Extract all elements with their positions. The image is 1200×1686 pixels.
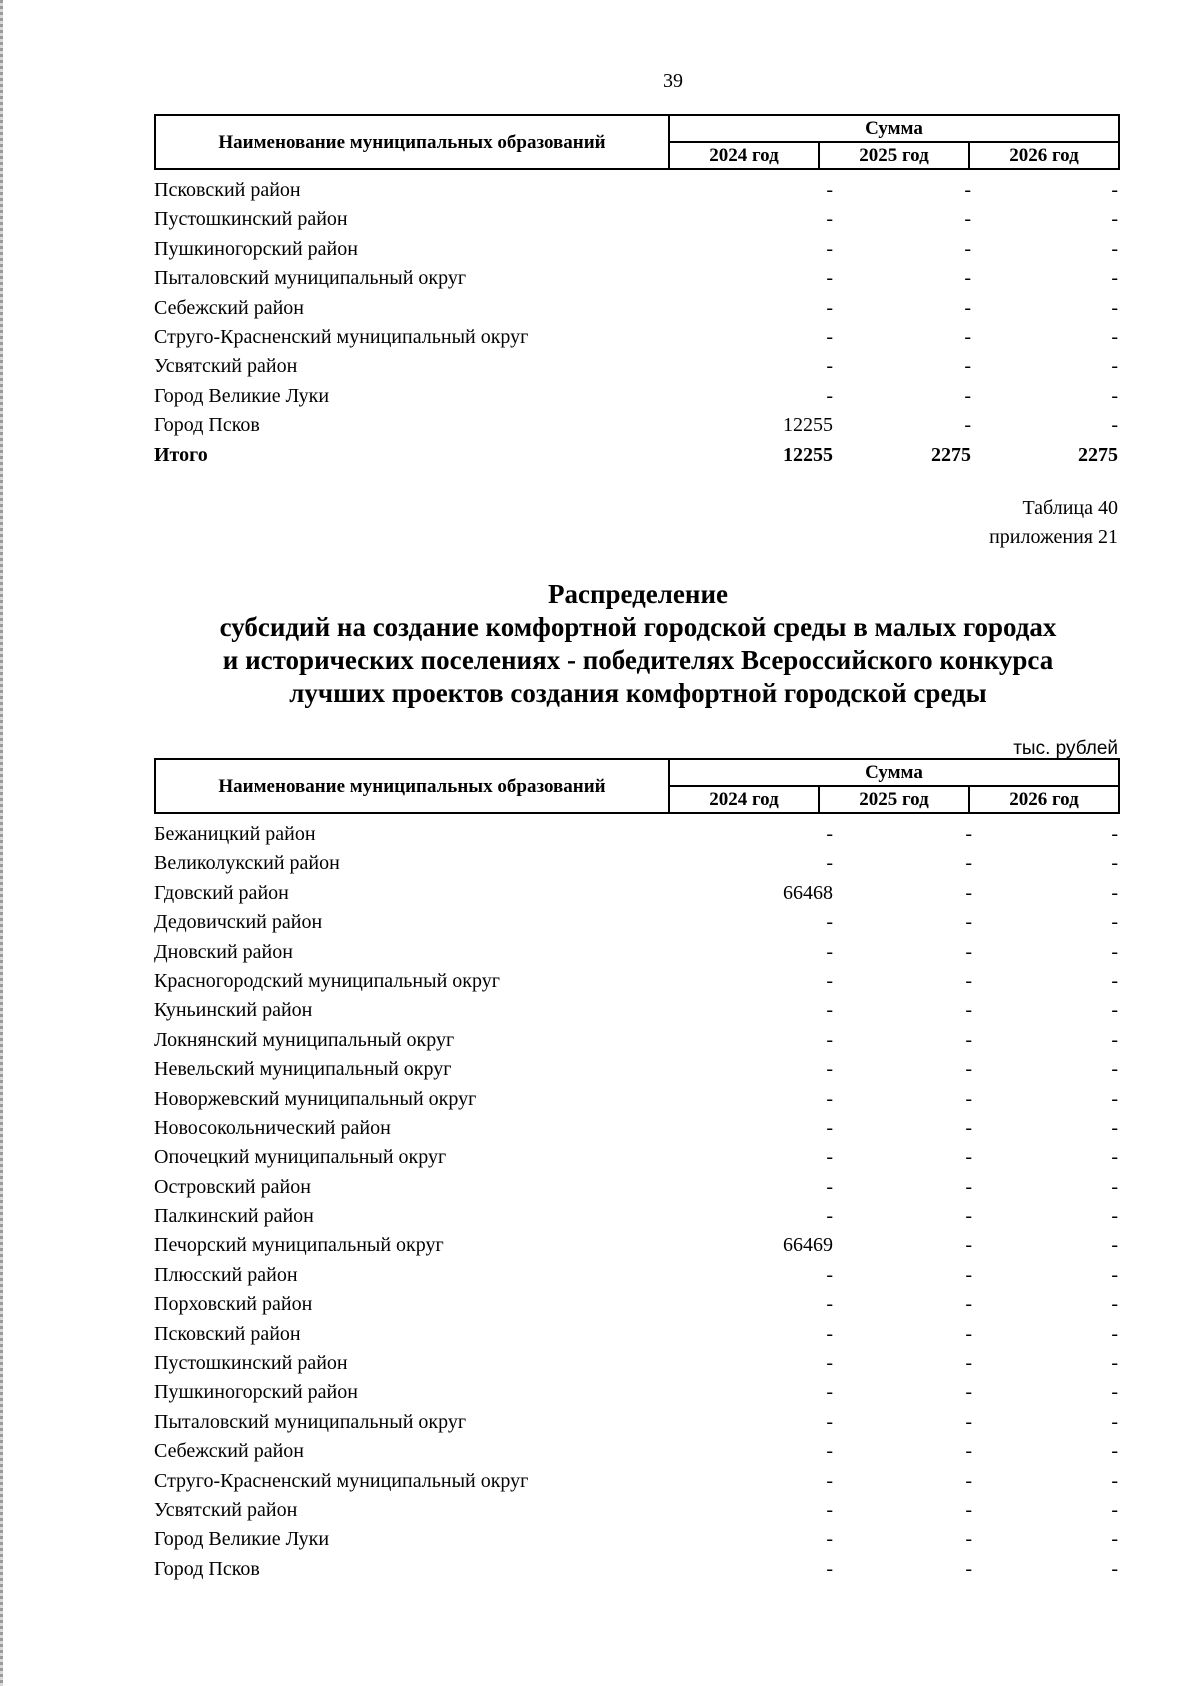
row-value-2026: -: [1111, 1028, 1118, 1051]
row-value-2025: -: [965, 1058, 972, 1081]
row-value-2024: -: [826, 355, 833, 378]
row-value-2025: -: [965, 1469, 972, 1492]
table-row: [154, 849, 1118, 878]
row-value-2025: -: [964, 325, 971, 348]
table-row: [154, 1261, 1118, 1290]
row-name-cell: Себежский район: [154, 1440, 304, 1463]
heading-line-4: лучших проектов создания комфортной городской среды: [289, 678, 987, 708]
row-value-2026: -: [1111, 969, 1118, 992]
row-name-cell: Пушкиногорский район: [154, 237, 358, 260]
row-value-2026: -: [1111, 1058, 1118, 1081]
row-value-2024: 66469: [783, 1234, 833, 1257]
row-value-2025: -: [965, 852, 972, 875]
row-value-2024: -: [826, 1087, 833, 1110]
row-value-2026: -: [1111, 1116, 1118, 1139]
table-row: [154, 323, 1118, 352]
row-name-cell: Пыталовский муниципальный округ: [154, 1410, 467, 1433]
row-value-2024: -: [826, 1352, 833, 1375]
row-value-2026: -: [1111, 823, 1118, 845]
table1-header: [154, 114, 1120, 170]
row-name-cell: Себежский район: [154, 296, 304, 319]
heading-line-2: субсидий на создание комфортной городской среды в малых городах: [219, 612, 1057, 642]
row-value-2026: -: [1111, 1263, 1118, 1286]
table-label: Таблица 40: [1022, 497, 1118, 519]
row-value-2024: -: [826, 325, 833, 348]
row-value-2025: -: [965, 1498, 972, 1521]
row-value-2025: -: [965, 1528, 972, 1551]
row-value-2025: -: [965, 1440, 972, 1463]
scan-edge: [0, 0, 3, 1686]
row-name-cell: Гдовский район: [154, 881, 289, 904]
row-value-2025: -: [965, 1263, 972, 1286]
row-value-2026: -: [1111, 1528, 1118, 1551]
row-value-2024: -: [826, 1028, 833, 1051]
table2-header: [154, 758, 1120, 814]
row-value-2025: -: [964, 296, 971, 319]
row-value-2024: -: [826, 384, 833, 407]
total-2026: 2275: [1078, 443, 1118, 466]
total-2025: 2275: [931, 443, 971, 466]
row-value-2025: -: [965, 1116, 972, 1139]
units-label: тыс. рублей: [1013, 738, 1118, 759]
row-value-2025: -: [965, 1352, 972, 1375]
row-value-2026: -: [1111, 267, 1118, 290]
row-value-2026: -: [1111, 1322, 1118, 1345]
table2-body: [154, 820, 1118, 1584]
row-value-2024: -: [826, 296, 833, 319]
row-value-2025: -: [964, 414, 971, 437]
row-value-2024: -: [826, 179, 833, 201]
row-value-2024: -: [826, 1293, 833, 1316]
row-name-cell: Струго-Красненский муниципальный округ: [154, 1469, 529, 1492]
row-name-cell: Дновский район: [154, 940, 293, 963]
row-value-2024: -: [826, 1322, 833, 1345]
row-value-2026: -: [1111, 296, 1118, 319]
row-value-2024: -: [826, 852, 833, 875]
table-row: [154, 1525, 1118, 1554]
row-value-2026: -: [1111, 325, 1118, 348]
row-value-2026: -: [1111, 1410, 1118, 1433]
document-heading: [0, 578, 1200, 710]
row-value-2024: -: [826, 1557, 833, 1580]
table-row: [154, 879, 1118, 908]
table-row: [154, 820, 1118, 849]
table-row: [154, 1290, 1118, 1319]
row-name-cell: Опочецкий муниципальный округ: [154, 1146, 447, 1169]
heading-line-1: Распределение: [547, 579, 729, 609]
row-value-2025: -: [964, 355, 971, 378]
table-row: [154, 1173, 1118, 1202]
table-row: [154, 352, 1118, 381]
row-name-cell: Локнянский муниципальный округ: [154, 1028, 455, 1051]
row-name-cell: Островский район: [154, 1175, 311, 1198]
row-value-2025: -: [965, 1087, 972, 1110]
table-row: [154, 1496, 1118, 1525]
row-name-cell: Куньинский район: [154, 999, 313, 1022]
table-row: [154, 382, 1118, 411]
row-value-2025: -: [965, 1175, 972, 1198]
row-name-cell: Палкинский район: [154, 1205, 314, 1228]
row-value-2024: -: [826, 969, 833, 992]
table-row: [154, 264, 1118, 293]
row-value-2026: -: [1111, 208, 1118, 231]
row-value-2024: -: [826, 208, 833, 231]
table-row: [154, 1320, 1118, 1349]
row-value-2024: -: [826, 1528, 833, 1551]
table1-body: [154, 176, 1118, 470]
row-value-2025: -: [964, 179, 971, 201]
row-value-2024: -: [826, 1263, 833, 1286]
row-name-cell: Плюсский район: [154, 1263, 298, 1286]
row-value-2025: -: [965, 940, 972, 963]
row-value-2026: -: [1111, 414, 1118, 437]
row-name-cell: Усвятский район: [154, 355, 298, 378]
table-row: [154, 1143, 1118, 1172]
row-value-2025: -: [964, 237, 971, 260]
row-value-2025: -: [965, 1322, 972, 1345]
appendix-label: приложения 21: [989, 526, 1118, 548]
row-value-2026: -: [1111, 1293, 1118, 1316]
row-name-cell: Новосокольнический район: [154, 1116, 391, 1139]
header-name-cell: Наименование муниципальных образований: [155, 115, 669, 169]
row-value-2025: -: [964, 384, 971, 407]
header-sum-cell: Сумма: [669, 759, 1119, 786]
table-row: [154, 908, 1118, 937]
row-name-cell: Усвятский район: [154, 1498, 298, 1521]
row-value-2025: -: [965, 1146, 972, 1169]
row-name-cell: Пустошкинский район: [154, 208, 348, 231]
row-name-cell: Бежаницкий район: [154, 823, 316, 845]
row-value-2026: -: [1111, 1175, 1118, 1198]
table-row: [154, 1231, 1118, 1260]
row-value-2025: -: [965, 969, 972, 992]
header-year-2024: 2024 год: [669, 786, 819, 813]
table-row: [154, 1026, 1118, 1055]
row-value-2025: -: [965, 999, 972, 1022]
header-year-2026: 2026 год: [969, 786, 1119, 813]
row-value-2025: -: [965, 1293, 972, 1316]
row-value-2024: -: [826, 237, 833, 260]
row-value-2026: -: [1111, 1469, 1118, 1492]
table-row: [154, 938, 1118, 967]
row-name-cell: Струго-Красненский муниципальный округ: [154, 325, 529, 348]
row-value-2024: -: [826, 1498, 833, 1521]
row-name-cell: Город Великие Луки: [154, 384, 330, 407]
row-name-cell: Красногородский муниципальный округ: [154, 969, 500, 992]
row-value-2024: -: [826, 1381, 833, 1404]
row-value-2024: -: [826, 1440, 833, 1463]
row-value-2024: 12255: [783, 414, 833, 437]
table-row: [154, 205, 1118, 234]
row-value-2024: -: [826, 1116, 833, 1139]
row-value-2026: -: [1111, 1087, 1118, 1110]
row-value-2026: -: [1111, 1234, 1118, 1257]
row-value-2025: -: [965, 1205, 972, 1228]
row-value-2026: -: [1111, 1205, 1118, 1228]
row-name-cell: Пустошкинский район: [154, 1352, 348, 1375]
row-value-2026: -: [1111, 179, 1118, 201]
heading-line-3: и исторических поселениях - победителях Всероссийского конкурса: [222, 645, 1054, 675]
total-label: Итого: [154, 443, 208, 466]
row-name-cell: Печорский муниципальный округ: [154, 1234, 444, 1257]
row-name-cell: Дедовичский район: [154, 911, 323, 934]
table-row: [154, 1437, 1118, 1466]
row-name-cell: Город Великие Луки: [154, 1528, 330, 1551]
header-year-2026: 2026 год: [969, 142, 1119, 169]
row-value-2025: -: [965, 1557, 972, 1580]
row-value-2026: -: [1111, 1557, 1118, 1580]
row-value-2024: 66468: [783, 881, 833, 904]
row-value-2026: -: [1111, 1381, 1118, 1404]
row-value-2025: -: [965, 1410, 972, 1433]
row-value-2024: -: [826, 823, 833, 845]
table-row: [154, 967, 1118, 996]
table-total-row: [154, 441, 1118, 470]
header-sum-cell: Сумма: [669, 115, 1119, 142]
table-row: [154, 1202, 1118, 1231]
table-row: [154, 996, 1118, 1025]
row-value-2024: -: [826, 1146, 833, 1169]
row-name-cell: Город Псков: [154, 1557, 260, 1580]
row-value-2025: -: [965, 881, 972, 904]
table-row: [154, 411, 1118, 440]
row-name-cell: Новоржевский муниципальный округ: [154, 1087, 477, 1110]
row-value-2026: -: [1111, 940, 1118, 963]
row-value-2024: -: [826, 940, 833, 963]
row-value-2026: -: [1111, 1498, 1118, 1521]
header-year-2025: 2025 год: [819, 786, 969, 813]
row-value-2025: -: [964, 267, 971, 290]
table-row: [154, 235, 1118, 264]
row-value-2025: -: [965, 1028, 972, 1051]
total-2024: 12255: [783, 443, 833, 466]
row-value-2026: -: [1111, 1352, 1118, 1375]
table-row: [154, 1349, 1118, 1378]
row-value-2024: -: [826, 1410, 833, 1433]
row-value-2026: -: [1111, 1146, 1118, 1169]
row-value-2026: -: [1111, 911, 1118, 934]
header-year-2024: 2024 год: [669, 142, 819, 169]
row-value-2024: -: [826, 1058, 833, 1081]
row-name-cell: Пыталовский муниципальный округ: [154, 267, 467, 290]
table-row: [154, 1378, 1118, 1407]
row-value-2025: -: [965, 911, 972, 934]
row-value-2025: -: [964, 208, 971, 231]
table-row: [154, 1085, 1118, 1114]
row-value-2024: -: [826, 267, 833, 290]
table-row: [154, 1467, 1118, 1496]
row-value-2025: -: [965, 823, 972, 845]
table-row: [154, 1055, 1118, 1084]
row-value-2024: -: [826, 1205, 833, 1228]
table-row: [154, 294, 1118, 323]
row-name-cell: Порховский район: [154, 1293, 313, 1316]
header-year-2025: 2025 год: [819, 142, 969, 169]
row-name-cell: Пушкиногорский район: [154, 1381, 358, 1404]
table-row: [154, 176, 1118, 205]
table-row: [154, 1408, 1118, 1437]
row-name-cell: Псковский район: [154, 1322, 301, 1345]
row-value-2026: -: [1111, 881, 1118, 904]
row-value-2024: -: [826, 999, 833, 1022]
row-value-2024: -: [826, 911, 833, 934]
row-value-2026: -: [1111, 999, 1118, 1022]
row-name-cell: Псковский район: [154, 179, 301, 201]
table-row: [154, 1114, 1118, 1143]
row-value-2025: -: [965, 1381, 972, 1404]
row-value-2025: -: [965, 1234, 972, 1257]
row-name-cell: Невельский муниципальный округ: [154, 1058, 452, 1081]
row-value-2024: -: [826, 1469, 833, 1492]
row-name-cell: Великолукский район: [154, 852, 340, 875]
row-value-2026: -: [1111, 852, 1118, 875]
row-value-2026: -: [1111, 384, 1118, 407]
page-number: 39: [663, 70, 683, 92]
row-name-cell: Город Псков: [154, 414, 260, 437]
row-value-2026: -: [1111, 237, 1118, 260]
row-value-2024: -: [826, 1175, 833, 1198]
row-value-2026: -: [1111, 355, 1118, 378]
header-name-cell: Наименование муниципальных образований: [155, 759, 669, 813]
table-row: [154, 1555, 1118, 1584]
row-value-2026: -: [1111, 1440, 1118, 1463]
